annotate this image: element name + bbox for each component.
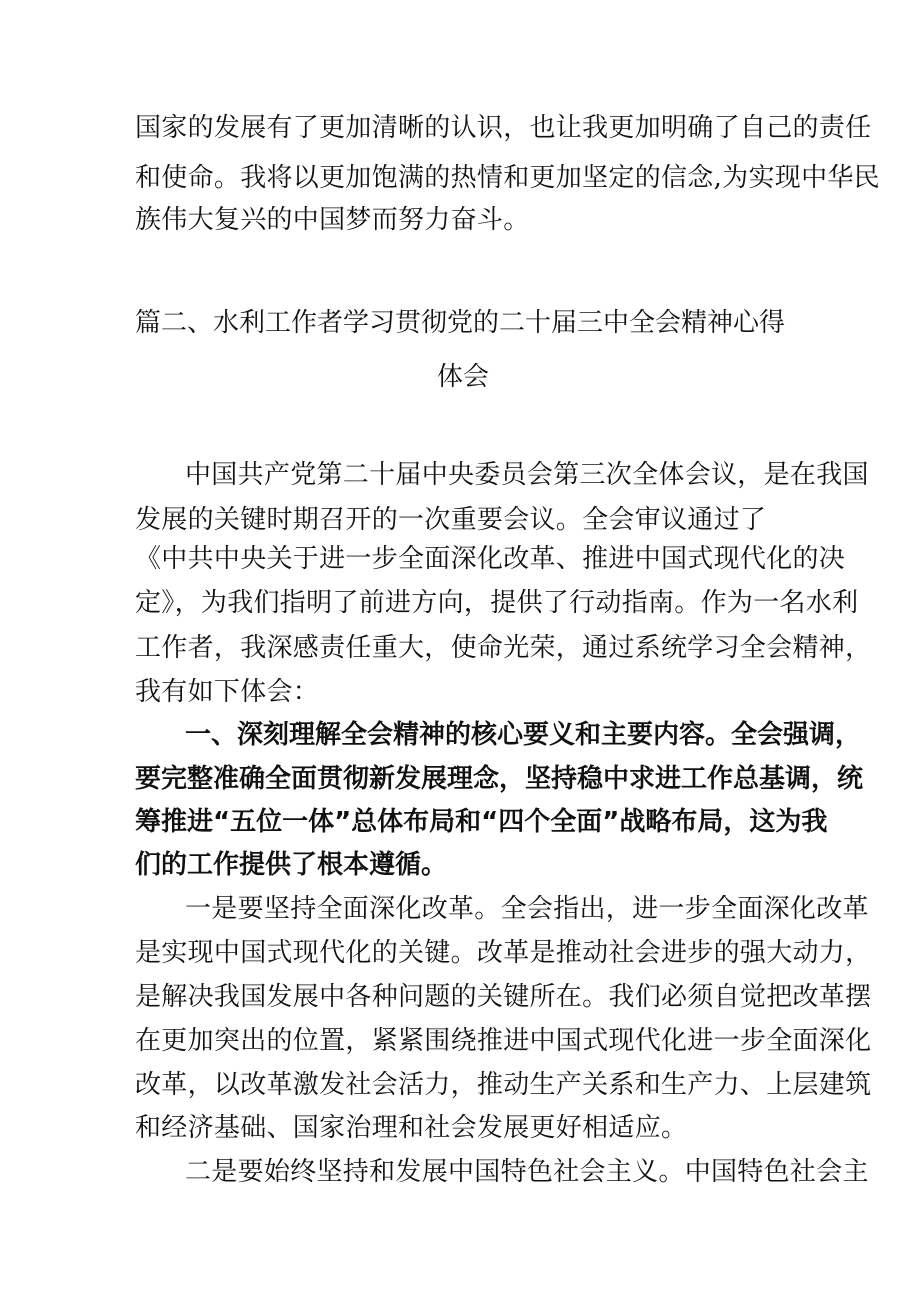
point-one-line: 筹推进“五位一体”总体布局和“四个全面”战略布局，这为我 <box>135 807 828 837</box>
sub-point-one-line: 改革，以改革激发社会活力，推动生产关系和生产力、上层建筑 <box>135 1070 872 1100</box>
intro-paragraph-line: 工作者，我深感责任重大，使命光荣，通过系统学习全会精神， <box>135 633 872 663</box>
sub-point-one-line: 是解决我国发展中各种问题的关键所在。我们必须自觉把改革摆 <box>135 982 872 1012</box>
intro-paragraph-line: 中国共产党第二十届中央委员会第三次全体会议，是在我国 <box>185 460 869 490</box>
intro-paragraph-line: 我有如下体会： <box>135 677 320 707</box>
sub-point-one-line: 和经济基础、国家治理和社会发展更好相适应。 <box>135 1113 688 1143</box>
prev-paragraph-line: 国家的发展有了更加清晰的认识，也让我更加明确了自己的责任 <box>135 113 872 143</box>
section-title-line1: 篇二、水利工作者学习贯彻党的二十届三中全会精神心得 <box>135 308 786 338</box>
sub-point-one-line: 是实现中国式现代化的关键。改革是推动社会进步的强大动力， <box>135 938 872 968</box>
intro-paragraph-line: 《中共中央关于进一步全面深化改革、推进中国式现代化的决 <box>135 544 846 574</box>
prev-paragraph-line: 族伟大复兴的中国梦而努力奋斗。 <box>135 205 530 235</box>
prev-paragraph-line: 和使命。我将以更加饱满的热情和更加坚定的信念,为实现中华民 <box>135 163 880 193</box>
point-one-line: 一、深刻理解全会精神的核心要义和主要内容。全会强调， <box>185 720 862 750</box>
intro-paragraph-line: 定》，为我们指明了前进方向，提供了行动指南。作为一名水利 <box>135 588 859 618</box>
sub-point-one-line: 一是要坚持全面深化改革。全会指出，进一步全面深化改革 <box>185 894 869 924</box>
point-one-line: 们的工作提供了根本遵循。 <box>135 850 448 880</box>
sub-point-one-line: 在更加突出的位置，紧紧围绕推进中国式现代化进一步全面深化 <box>135 1026 872 1056</box>
sub-point-two-line: 二是要始终坚持和发展中国特色社会主义。中国特色社会主 <box>185 1157 869 1187</box>
intro-paragraph-line: 发展的关键时期召开的一次重要会议。全会审议通过了 <box>135 505 767 535</box>
section-title-line2: 体会 <box>437 362 490 392</box>
point-one-line: 要完整准确全面贯彻新发展理念，坚持稳中求进工作总基调，统 <box>135 764 864 794</box>
